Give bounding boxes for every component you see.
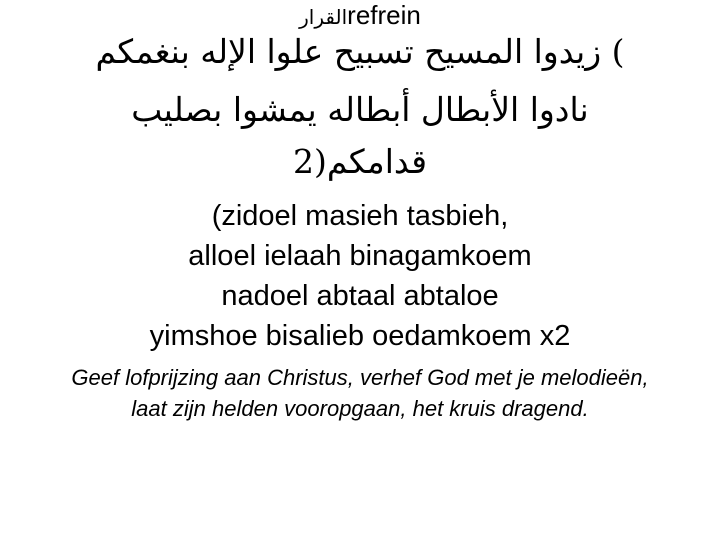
- arabic-line-1: ) زيدوا المسيح تسبيح علوا الإله بنغمكم: [95, 32, 625, 71]
- dutch-translation: [0, 362, 720, 424]
- title-arabic: القرار: [299, 5, 348, 29]
- dutch-line-2: laat zijn helden vooropgaan, het kruis dragend.: [131, 396, 589, 421]
- arabic-line-3: قدامكم(2: [292, 142, 427, 181]
- transliteration-line-1: (zidoel masieh tasbieh,: [211, 200, 509, 232]
- arabic-line-2: نادوا الأبطال أبطاله يمشوا بصليب: [131, 90, 589, 129]
- title-latin: refrein: [347, 0, 421, 30]
- transliteration-line-4: yimshoe bisalieb oedamkoem x2: [149, 320, 571, 352]
- transliteration-line-2: alloel ielaah binagamkoem: [188, 240, 532, 272]
- slide-title: [0, 0, 720, 32]
- dutch-line-1: Geef lofprijzing aan Christus, verhef God met je melodieën,: [71, 365, 649, 390]
- transliteration-block: [0, 196, 720, 356]
- transliteration-line-3: nadoel abtaal abtaloe: [221, 280, 499, 312]
